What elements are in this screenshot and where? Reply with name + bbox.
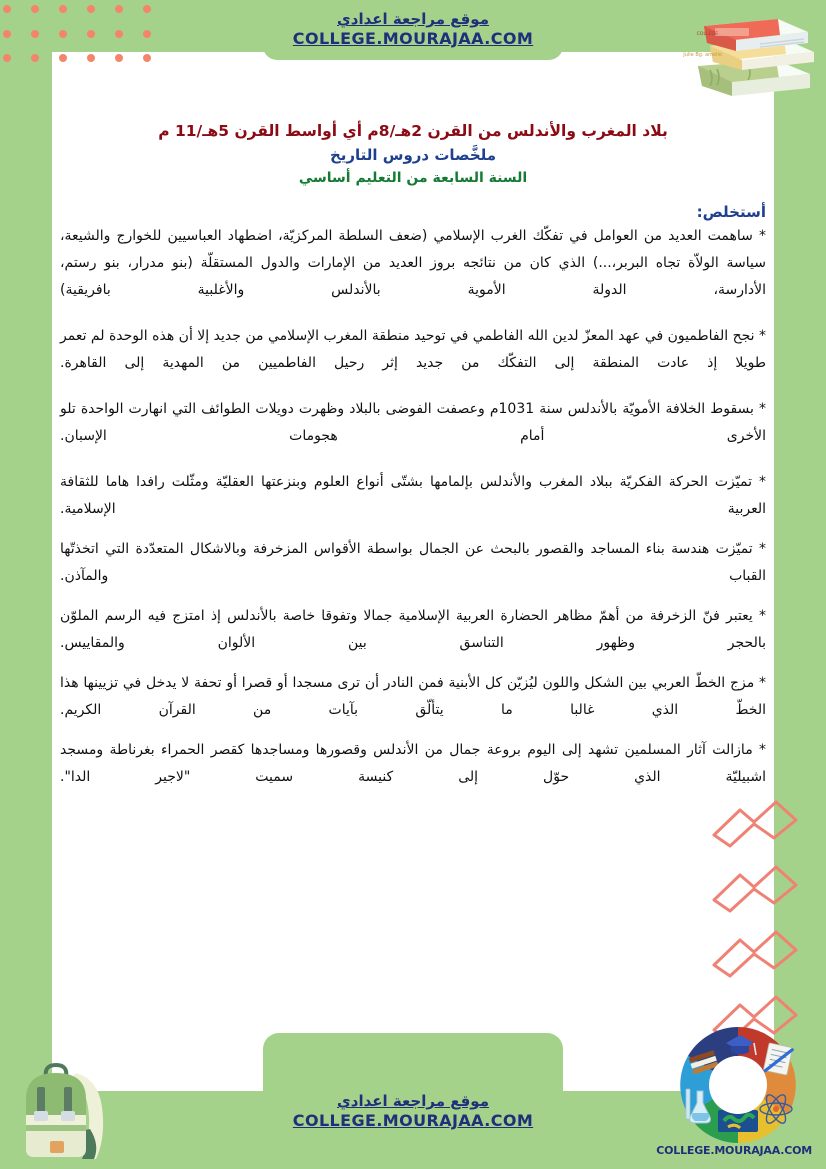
footer-brand-url: COLLEGE.MOURAJAA.COM xyxy=(292,1111,534,1130)
paragraph-5: * تميّزت هندسة بناء المساجد والقصور بالبحث عن الجمال بواسطة الأقواس المزخرفة وبالاشكال المتعدّدة التي اتخذتّها القباب والمآذن. xyxy=(60,541,766,584)
svg-text:COLLEGE: COLLEGE xyxy=(696,32,718,37)
chevron-up-right-icon xyxy=(710,790,800,1040)
footer-brand[interactable] xyxy=(293,1092,533,1131)
subject-subtitle: ملخَّصات دروس التاريخ xyxy=(329,146,497,164)
section-heading: أستخلص: xyxy=(696,203,766,221)
paragraph-7: * مزج الخطّ العربي بين الشكل واللون ليُزيّن كل الأبنية فمن النادر أن ترى مسجدا أو قصرا أو تحفة لا يدخل في تزيينها هذا الخطّ الذي غالبا ما يتألّق بآيات من القرآن الكريم. xyxy=(60,675,766,718)
grade-level: السنة السابعة من التعليم أساسي xyxy=(298,170,528,186)
paragraph-3: * بسقوط الخلافة الأمويّة بالأندلس سنة 1031م وعصفت الفوضى بالبلاد وظهرت دويلات الطوائف التي انهارت الواحدة تلو الأخرى أمام هجومات الإسبان. xyxy=(60,401,766,444)
paragraph-6: * يعتبر فنّ الزخرفة من أهمّ مظاهر الحضارة العربية الإسلامية جمالا وتفوقا خاصة بالأندلس إذ امتزج فيه الرسم الملوّن بالحجر وظهور التناسق بين الألوان والمقاييس. xyxy=(60,608,766,651)
paragraph-8: * مازالت آثار المسلمين تشهد إلى اليوم بروعة جمال من الأندلس وقصورها ومساجدها كقصر الحمراء بغرناطة ومسجد اشبيليّة الذي حوّل إلى كنيسة سميت "لاجير الدا". xyxy=(60,742,766,785)
books-stack-icon xyxy=(680,8,820,106)
page-border-left xyxy=(0,0,52,1169)
paragraph-2: * نجح الفاطميون في عهد المعزّ لدين الله الفاطمي في توحيد منطقة المغرب الإسلامي من جديد إلا أن هذه الوحدة لم تعمر طويلا إذ عادت المنطقة إلى التفكّك من جديد إثر رحيل الفاطميين من المهدية إلى القاهرة. xyxy=(60,328,766,371)
page-title: بلاد المغرب والأندلس من القرن 2هـ/8م أي أواسط القرن 5هـ/11 م xyxy=(158,122,668,140)
footer-brand-arabic: موقع مراجعة اعدادي xyxy=(337,1092,489,1110)
backpack-icon xyxy=(6,1055,124,1167)
header-brand-url: COLLEGE.MOURAJAA.COM xyxy=(292,29,534,48)
header-brand-arabic: موقع مراجعة اعدادي xyxy=(337,10,489,28)
svg-text:Julie Bg. amelie: Julie Bg. amelie xyxy=(683,52,722,58)
document-content xyxy=(60,120,766,804)
paragraph-4: * تميّزت الحركة الفكريّة ببلاد المغرب والأندلس بإلمامها بشتّى أنواع العلوم وبنزعتها العقليّة ومثّلت رافدا هاما للثقافة العربية الإسلامية. xyxy=(60,474,766,517)
title-block xyxy=(60,120,766,189)
paragraph-1: * ساهمت العديد من العوامل في تفكّك الغرب الإسلامي (ضعف السلطة المركزيّة، اضطهاد العباسيين للخوارج والشيعة، سياسة الولاّة تجاه البربر،...) الذي كان من نتائجه بروز العديد من الإمارات والدول المستقلّة (بنو مدرار، بنو رستم، الأدارسة، الدولة الأموية بالأندلس والأغلبية بافريقية) xyxy=(60,228,766,298)
dot-grid-icon xyxy=(2,4,152,62)
header-brand[interactable] xyxy=(293,10,533,49)
footer-banner-tab xyxy=(263,1033,563,1091)
logo-caption: COLLEGE.MOURAJAA.COM xyxy=(656,1144,812,1157)
education-wheel-logo-icon xyxy=(658,1021,818,1161)
